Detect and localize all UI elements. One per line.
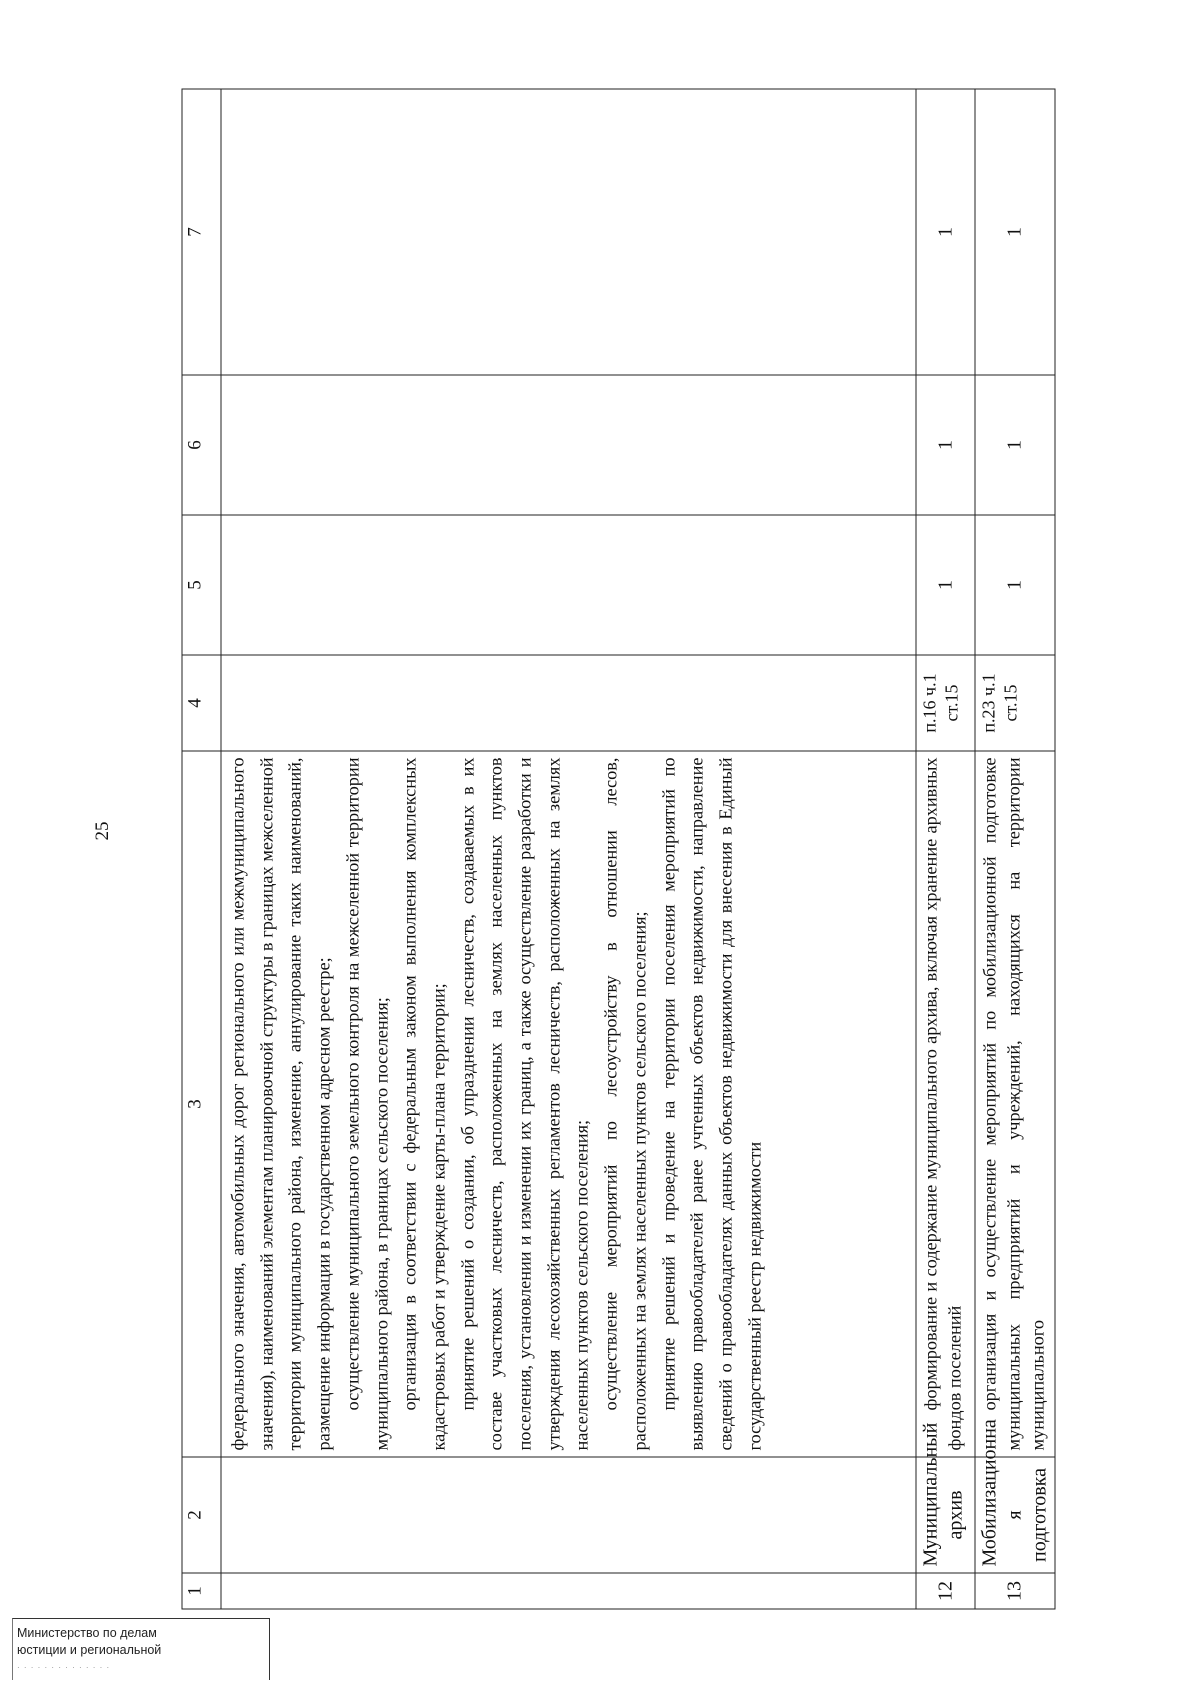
stamp-line: юстиции и региональной: [17, 1643, 162, 1657]
row-value-col7: 1: [916, 89, 975, 375]
column-header: 5: [182, 515, 221, 655]
description-paragraph: принятие решений и проведение на территории поселения мероприятий по выявлению правообладателей ранее учтенных объектов недвижимости, направление сведений о правообладателях данных объектов недвижимости для внесения в Единый государственный реестр недвижимости: [658, 757, 765, 1451]
row-number: 12: [916, 1573, 975, 1609]
description-paragraph: федерального значения, автомобильных дорог регионального или межмуниципального значения), наименований элементам планировочной структуры в границах межселенной территории муниципального района, изменение, аннулирование таких наименований, размещение информации в государственном адресном реестре;: [227, 757, 334, 1451]
row-value-col5: 1: [916, 515, 975, 655]
table-row: [916, 89, 975, 1609]
description-paragraph: принятие решений о создании, об упразднении лесничеств, создаваемых в их составе участковых лесничеств, расположенных на землях населенных пунктов поселения, установлении и изменении их границ, а также осуществление разработки и утверждения лесохозяйственных регламентов лесничеств, расположенных на землях населенных пунктов сельского поселения;: [457, 757, 592, 1451]
competence-table: [182, 90, 1051, 1610]
table-header-row: [182, 89, 221, 1609]
row-description: формирование и содержание муниципального архива, включая хранение архивных фондов поселений: [916, 751, 975, 1457]
row-name: Мобилизационна я подготовка: [975, 1457, 1055, 1573]
row-number: 13: [975, 1573, 1055, 1609]
row-value-col7: 1: [975, 89, 1055, 375]
row-value-col6: 1: [916, 375, 975, 515]
column-header: 7: [182, 89, 221, 375]
description-paragraph: организация в соответствии с федеральным законом выполнения комплексных кадастровых работ и утверждение карты-плана территории;: [399, 757, 449, 1451]
column-header: 3: [182, 751, 221, 1457]
row-name: Муниципальный архив: [916, 1457, 975, 1573]
continuation-description: [221, 751, 916, 1457]
row-article: п.16 ч.1 ст.15: [916, 655, 975, 751]
page-number: 25: [92, 821, 113, 841]
row-article: п.23 ч.1 ст.15: [975, 655, 1055, 751]
table-row-continuation: [221, 89, 916, 1609]
column-header: 4: [182, 655, 221, 751]
table-row: [975, 89, 1055, 1609]
description-paragraph: осуществление муниципального земельного контроля на межселенной территории муниципального района, в границах сельского поселения;: [342, 757, 392, 1451]
row-description: организация и осуществление мероприятий по мобилизационной подготовке муниципальных предприятий и учреждений, находящихся на территории муниципального: [975, 751, 1055, 1457]
row-value-col6: 1: [975, 375, 1055, 515]
ministry-stamp: [12, 1618, 270, 1680]
stamp-line: Министерство по делам: [17, 1626, 157, 1640]
column-header: 1: [182, 1573, 221, 1609]
column-header: 2: [182, 1457, 221, 1573]
stamp-line: · · · · · · · · · · · · · ·: [17, 1663, 111, 1672]
column-header: 6: [182, 375, 221, 515]
row-value-col5: 1: [975, 515, 1055, 655]
description-paragraph: осуществление мероприятий по лесоустройству в отношении лесов, расположенных на землях населенных пунктов сельского поселения;: [600, 757, 650, 1451]
